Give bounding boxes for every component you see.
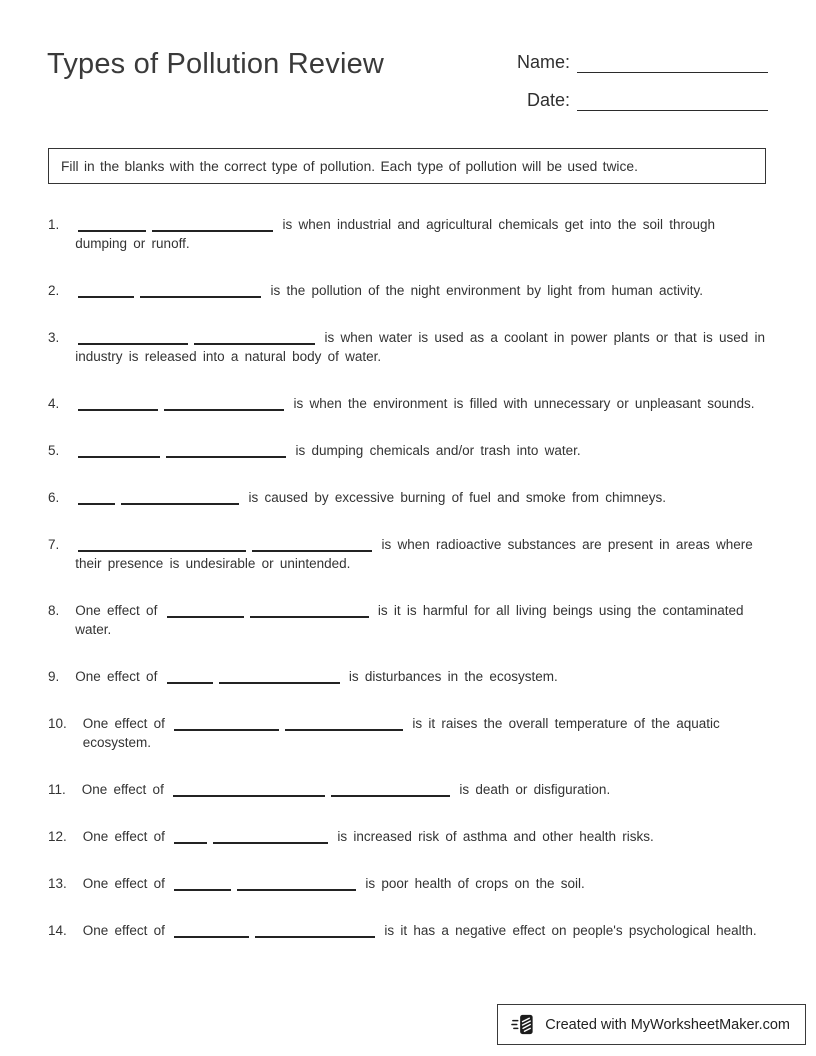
question-text (75, 488, 768, 507)
question-item (48, 780, 768, 799)
question-item (48, 281, 768, 300)
answer-blank-1 (78, 229, 146, 232)
answer-blank-1 (167, 681, 213, 684)
question-text (75, 601, 768, 639)
name-row (510, 50, 768, 73)
instructions-box (48, 148, 766, 184)
question-number: 5. (48, 443, 60, 458)
question-text (75, 281, 768, 300)
question-sentence: is when radioactive substances are present in areas where their presence is undesirable or unintended. (75, 537, 753, 571)
question-sentence: is it is harmful for all living beings using the contaminated water. (75, 603, 744, 637)
question-item (48, 535, 768, 573)
name-label: Name: (516, 52, 570, 72)
question-sentence: is the pollution of the night environment by light from human activity. (270, 283, 703, 298)
question-sentence: is death or disfiguration. (459, 782, 611, 797)
answer-blank-1 (174, 935, 249, 938)
question-prefix: One effect of (82, 829, 165, 844)
question-prefix: One effect of (81, 782, 164, 797)
question-number: 2. (48, 283, 60, 298)
answer-blank-1 (174, 841, 207, 844)
answer-blank-2 (166, 455, 286, 458)
question-sentence: is when water is used as a coolant in power plants or that is used in industry is released into a natural body of water. (75, 330, 766, 364)
question-number: 6. (48, 490, 60, 505)
question-sentence: is increased risk of asthma and other health risks. (337, 829, 654, 844)
instructions-text: Fill in the blanks with the correct type of pollution. Each type of pollution will be used twice. (61, 158, 638, 174)
question-sentence: is when industrial and agricultural chemicals get into the soil through dumping or runoff. (75, 217, 716, 251)
answer-blank-1 (78, 342, 188, 345)
question-number: 12. (48, 829, 67, 844)
question-number: 13. (48, 876, 67, 891)
question-number: 7. (48, 537, 60, 552)
answer-blank-2 (252, 549, 372, 552)
question-number: 4. (48, 396, 60, 411)
question-prefix: One effect of (82, 716, 165, 731)
answer-blank-2 (121, 502, 239, 505)
answer-blank-2 (213, 841, 328, 844)
question-item (48, 667, 768, 686)
question-prefix: One effect of (82, 876, 165, 891)
answer-blank-1 (78, 408, 158, 411)
answer-blank-2 (194, 342, 315, 345)
answer-blank-1 (174, 728, 279, 731)
question-item (48, 714, 768, 752)
answer-blank-2 (285, 728, 403, 731)
question-prefix: One effect of (75, 603, 158, 618)
answer-blank-1 (174, 888, 231, 891)
question-sentence: is caused by excessive burning of fuel and smoke from chimneys. (248, 490, 666, 505)
worksheet-logo-icon (511, 1012, 536, 1037)
question-text (83, 874, 768, 893)
question-item (48, 827, 768, 846)
page-title: Types of Pollution Review (47, 48, 385, 80)
answer-blank-2 (331, 794, 450, 797)
question-text (75, 667, 768, 686)
question-text (82, 780, 768, 799)
answer-blank-1 (78, 455, 160, 458)
question-number: 1. (48, 217, 60, 232)
answer-blank-2 (250, 615, 369, 618)
answer-blank-2 (140, 295, 261, 298)
answer-blank-1 (173, 794, 325, 797)
question-item (48, 441, 768, 460)
question-item (48, 921, 768, 940)
question-number: 14. (48, 923, 67, 938)
question-text (75, 394, 768, 413)
question-sentence: is it has a negative effect on people's psychological health. (384, 923, 757, 938)
answer-blank-2 (164, 408, 284, 411)
name-blank-line (577, 50, 768, 73)
student-id-block (510, 50, 768, 111)
question-prefix: One effect of (75, 669, 158, 684)
question-text (83, 827, 768, 846)
answer-blank-2 (219, 681, 340, 684)
question-text (75, 441, 768, 460)
question-item (48, 215, 768, 253)
date-blank-line (577, 88, 768, 111)
question-sentence: is when the environment is filled with unnecessary or unpleasant sounds. (293, 396, 755, 411)
answer-blank-2 (152, 229, 273, 232)
question-text (83, 921, 768, 940)
question-number: 11. (48, 782, 66, 797)
question-sentence: is poor health of crops on the soil. (365, 876, 585, 891)
credit-text: Created with MyWorksheetMaker.com (545, 1016, 790, 1033)
question-prefix: One effect of (82, 923, 165, 938)
question-item (48, 488, 768, 507)
credit-badge (497, 1004, 806, 1045)
answer-blank-1 (167, 615, 244, 618)
question-text (83, 714, 768, 752)
answer-blank-2 (237, 888, 356, 891)
question-sentence: is dumping chemicals and/or trash into water. (295, 443, 581, 458)
question-item (48, 394, 768, 413)
answer-blank-1 (78, 295, 134, 298)
question-text (75, 535, 768, 573)
question-item (48, 601, 768, 639)
question-item (48, 874, 768, 893)
answer-blank-2 (255, 935, 375, 938)
date-row (510, 88, 768, 111)
question-text (75, 215, 768, 253)
question-item (48, 328, 768, 366)
answer-blank-1 (78, 502, 115, 505)
answer-blank-1 (78, 549, 246, 552)
question-number: 10. (48, 716, 67, 731)
date-label: Date: (526, 90, 570, 110)
question-text (75, 328, 768, 366)
question-number: 3. (48, 330, 60, 345)
question-number: 9. (48, 669, 60, 684)
question-list (48, 215, 768, 968)
question-number: 8. (48, 603, 60, 618)
question-sentence: is disturbances in the ecosystem. (348, 669, 558, 684)
question-sentence: is it raises the overall temperature of the aquatic ecosystem. (82, 716, 720, 750)
